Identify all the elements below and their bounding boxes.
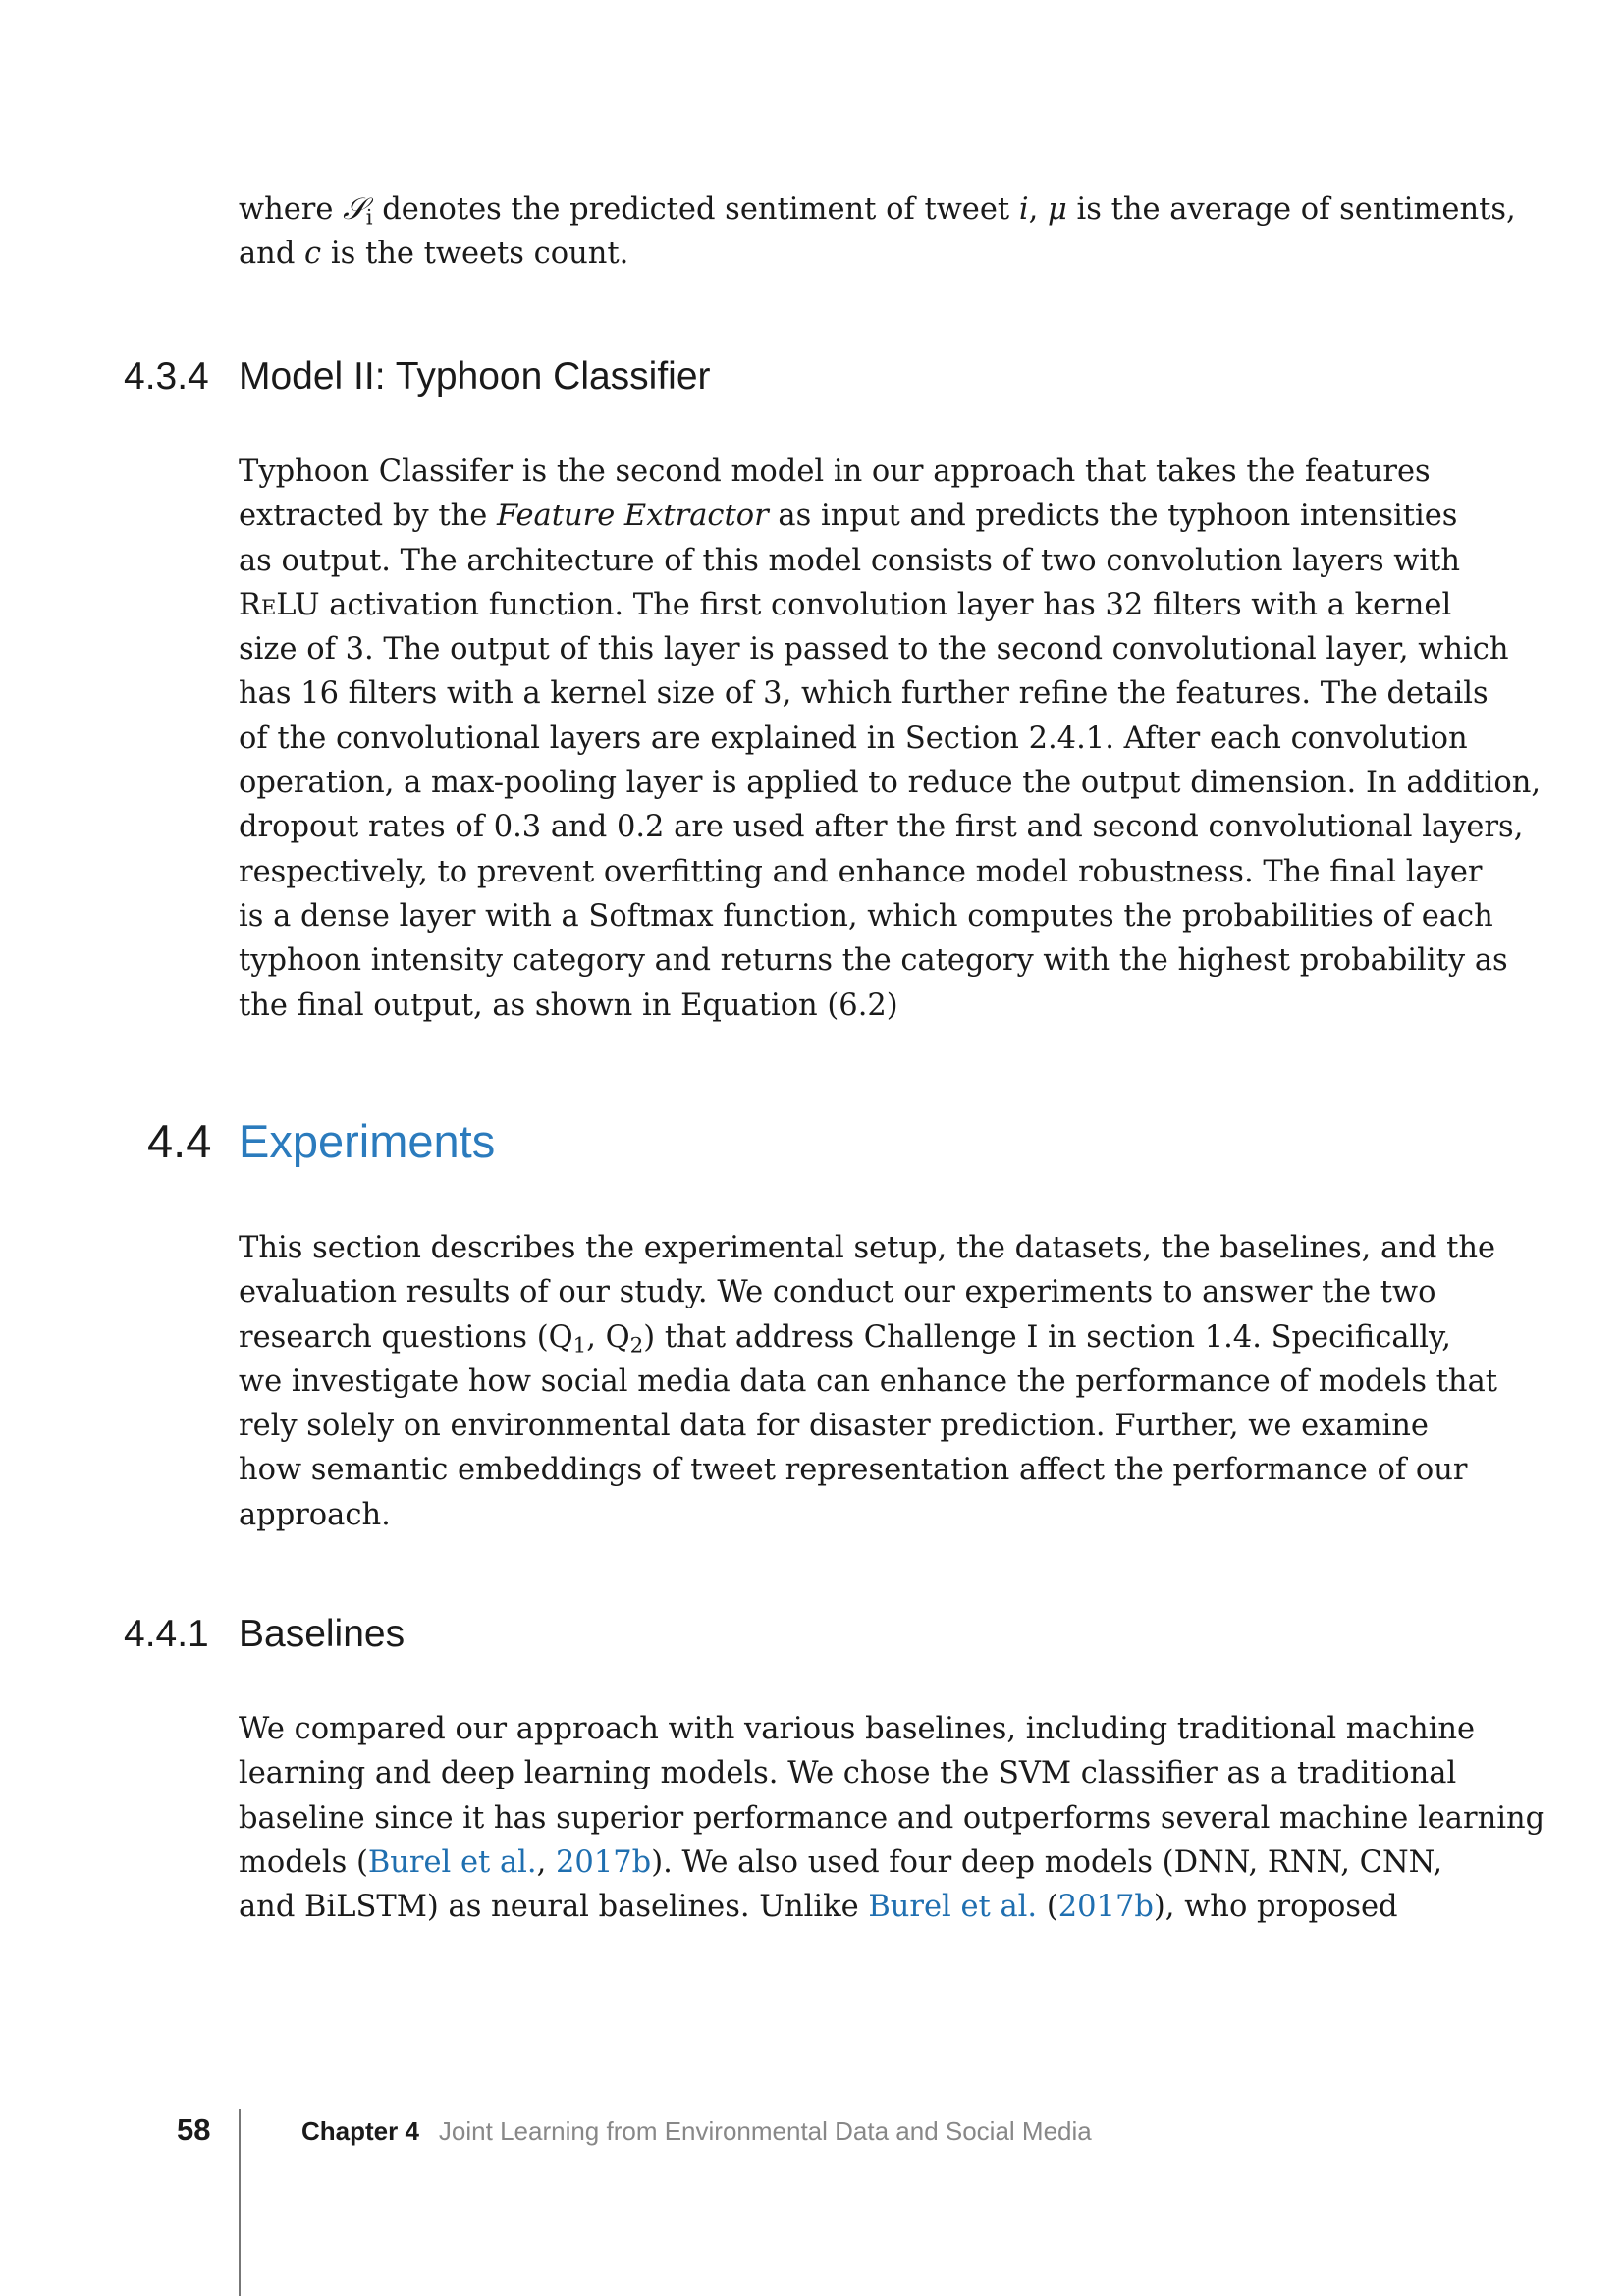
text-run: learning and deep learning models. We chose the SVM classifier as a traditional — [239, 1756, 1457, 1791]
text-run: as output. The architecture of this model consists of two convolution layers with — [239, 543, 1461, 578]
text-run: ). We also used four deep models (DNN, RNN, CNN, — [651, 1844, 1443, 1880]
text-line — [239, 1751, 1457, 1795]
text-line — [239, 1841, 1443, 1885]
text-run: is a dense layer with a Softmax function, which computes the probabilities of each — [239, 898, 1493, 934]
section-heading-4-4 — [147, 1114, 495, 1168]
section-number: 4.4.1 — [124, 1613, 209, 1655]
text-line — [239, 494, 1458, 538]
text-run: baseline since it has superior performance and outperforms several machine learning — [239, 1800, 1545, 1836]
running-footer — [301, 2116, 1092, 2147]
text-run: approach. — [239, 1497, 391, 1532]
text-line — [239, 450, 1431, 494]
typhoon-classifier-paragraph — [239, 450, 1542, 1028]
text-run: We compared our approach with various baselines, including traditional machine — [239, 1712, 1476, 1746]
text-line — [239, 1796, 1545, 1841]
text-run: activation function. The first convolution layer has 32 filters with a kernel — [319, 587, 1452, 622]
page-number: 58 — [177, 2112, 211, 2147]
text-line — [239, 671, 1489, 716]
subscript: i — [365, 205, 373, 231]
text-line — [239, 1885, 1398, 1929]
text-run: ( — [1037, 1890, 1058, 1925]
text-line — [239, 761, 1542, 805]
text-line — [239, 1448, 1468, 1492]
text-line — [239, 1315, 1451, 1360]
text-line — [239, 232, 1326, 276]
text-line — [239, 850, 1483, 894]
text-run: operation, a max-pooling layer is applied to reduce the output dimension. In addition, — [239, 766, 1542, 801]
text-run: and BiLSTM) as neural baselines. Unlike — [239, 1890, 869, 1925]
subscript: 1 — [572, 1332, 587, 1358]
text-run: and — [239, 237, 305, 272]
text-line — [239, 1493, 1326, 1537]
text-line — [239, 894, 1493, 938]
section-title: Model II: Typhoon Classifier — [239, 355, 711, 398]
text-line — [239, 717, 1468, 761]
text-run: , — [1028, 192, 1049, 227]
citation-link[interactable]: Burel et al. — [868, 1890, 1038, 1925]
section-heading-4-3-4 — [124, 355, 711, 399]
text-line — [239, 938, 1508, 983]
text-line — [239, 1404, 1429, 1448]
text-run: evaluation results of our study. We conduct our experiments to answer the two — [239, 1275, 1436, 1310]
text-run: has 16 filters with a kernel size of 3, which further refine the features. The details — [239, 676, 1489, 712]
text-run: , — [536, 1844, 557, 1880]
experiments-paragraph — [239, 1226, 1498, 1537]
baselines-paragraph — [239, 1707, 1545, 1929]
text-line — [239, 1270, 1436, 1314]
text-run: as input and predicts the typhoon intensities — [768, 499, 1458, 534]
text-run: respectively, to prevent overfitting and enhance model robustness. The final layer — [239, 854, 1483, 889]
text-run: how semantic embeddings of tweet representation affect the performance of our — [239, 1453, 1468, 1488]
text-run: This section describes the experimental setup, the datasets, the baselines, and the — [239, 1231, 1496, 1265]
subscript: 2 — [629, 1332, 644, 1358]
math-symbol: i — [1018, 192, 1029, 227]
text-line — [239, 583, 1452, 627]
footer-rule — [239, 2109, 241, 2296]
chapter-label: Chapter 4 — [301, 2116, 419, 2146]
text-line — [239, 805, 1524, 849]
text-run: , Q — [586, 1319, 630, 1355]
text-run: the final output, as shown in Equation (6.2) — [239, 988, 898, 1023]
text-line — [239, 1360, 1498, 1404]
text-run: extracted by the — [239, 499, 497, 534]
text-run: of the convolutional layers are explained in Section 2.4.1. After each convolution — [239, 721, 1468, 756]
text-run: Typhoon Classifer is the second model in our approach that takes the features — [239, 454, 1431, 489]
section-title: Experiments — [239, 1115, 496, 1167]
math-symbol: 𝒮 — [343, 192, 366, 227]
section-number: 4.3.4 — [124, 355, 209, 398]
text-run: rely solely on environmental data for disaster prediction. Further, we examine — [239, 1409, 1429, 1444]
text-line — [239, 539, 1461, 583]
text-run: models ( — [239, 1844, 368, 1880]
section-title: Baselines — [239, 1613, 406, 1655]
text-line — [239, 1707, 1476, 1751]
text-run: ) that address Challenge I in section 1.4. Specifically, — [643, 1319, 1451, 1355]
small-caps: ReLU — [239, 587, 320, 622]
text-run: is the average of sentiments, — [1066, 192, 1516, 227]
text-run: typhoon intensity category and returns the category with the highest probability as — [239, 943, 1508, 979]
citation-link[interactable]: Burel et al. — [367, 1844, 537, 1880]
math-symbol: μ — [1048, 192, 1067, 227]
emphasis: Feature Extractor — [496, 499, 769, 534]
text-line — [239, 187, 1516, 232]
text-run: we investigate how social media data can enhance the performance of models that — [239, 1363, 1498, 1399]
citation-link[interactable]: 2017b — [1057, 1890, 1154, 1925]
citation-link[interactable]: 2017b — [556, 1844, 652, 1880]
section-number: 4.4 — [147, 1115, 212, 1167]
text-line — [239, 627, 1509, 671]
text-run: dropout rates of 0.3 and 0.2 are used after the first and second convolutional layers, — [239, 810, 1524, 845]
text-run: denotes the predicted sentiment of tweet — [372, 192, 1019, 227]
text-line — [239, 1226, 1496, 1270]
text-line — [239, 984, 1326, 1028]
section-heading-4-4-1 — [124, 1613, 405, 1656]
text-run: research questions (Q — [239, 1319, 573, 1355]
text-run: size of 3. The output of this layer is passed to the second convolutional layer, which — [239, 632, 1509, 667]
text-run: where — [239, 192, 344, 227]
text-run: ), who proposed — [1153, 1890, 1398, 1925]
chapter-title: Joint Learning from Environmental Data and Social Media — [438, 2116, 1092, 2146]
text-run: is the tweets count. — [321, 237, 629, 272]
intro-paragraph — [239, 187, 1516, 277]
math-symbol: c — [304, 237, 322, 272]
